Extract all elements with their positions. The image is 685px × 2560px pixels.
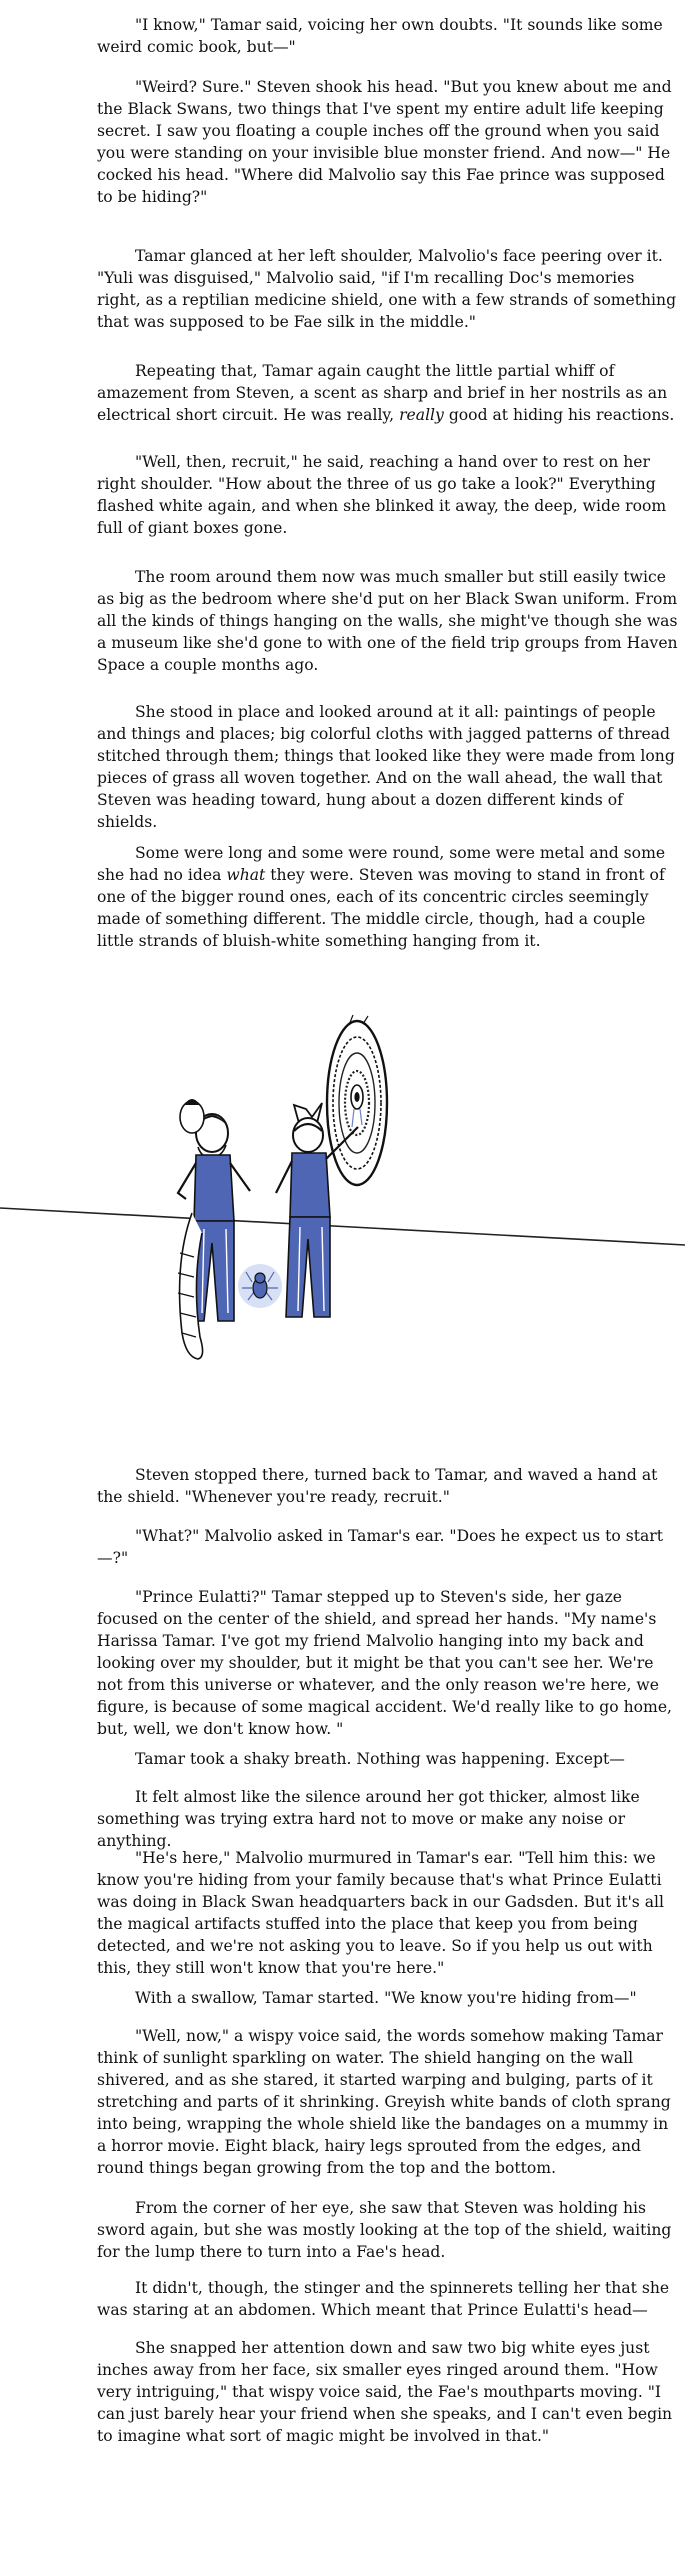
text-run: Some were long and some were round, some were metal and some she had no idea	[97, 844, 666, 884]
story-paragraph	[97, 842, 681, 952]
story-paragraph	[97, 1586, 681, 1740]
story-paragraph	[97, 701, 681, 833]
story-paragraph	[97, 360, 681, 426]
story-paragraph	[97, 2197, 681, 2263]
text-run: Tamar glanced at her left shoulder, Malvolio's face peering over it. "Yuli was disguised," Malvolio said, "if I'm recalling Doc's memories right, as a reptilian medicine shield, one with a few strands of something that was supposed to be Fae silk in the middle."	[97, 247, 677, 331]
text-run: She stood in place and looked around at it all: paintings of people and things and places; big colorful cloths with jagged patterns of thread stitched through them; things that looked like they were made from long pieces of grass all woven together. And on the wall ahead, the wall that Steven was heading toward, hung about a dozen different kinds of shields.	[97, 703, 675, 831]
story-paragraph	[97, 1525, 681, 1569]
text-run: "I know," Tamar said, voicing her own doubts. "It sounds like some weird comic book, but—"	[97, 16, 663, 56]
text-run: Steven stopped there, turned back to Tamar, and waved a hand at the shield. "Whenever you're ready, recruit."	[97, 1466, 658, 1506]
steven-torso	[290, 1153, 330, 1217]
text-run: It felt almost like the silence around her got thicker, almost like something was trying extra hard not to move or make any noise or anything.	[97, 1788, 640, 1850]
ground-line	[0, 1208, 685, 1245]
story-paragraph	[97, 76, 681, 208]
steven-figure	[276, 1103, 358, 1317]
story-paragraph	[97, 2025, 681, 2179]
text-run: "Weird? Sure." Steven shook his head. "But you knew about me and the Black Swans, two things that I've spent my entire adult life keeping secret. I saw you floating a couple inches off the ground when you said you were standing on your invisible blue monster friend. And now—" He cocked his head. "Where did Malvolio say this Fae prince was supposed to be hiding?"	[97, 78, 672, 206]
story-paragraph	[97, 1748, 681, 1770]
round-shield	[327, 1015, 387, 1185]
text-run: "He's here," Malvolio murmured in Tamar's ear. "Tell him this: we know you're hiding from your family because that's what Prince Eulatti was doing in Black Swan headquarters back in our Gadsden. But it's all the magical artifacts stuffed into the place that keep you from being detected, and we're not asking you to leave. So if you help us out with this, they still won't know that you're here."	[97, 1849, 665, 1977]
emphasis-text: what	[226, 866, 266, 884]
small-creature	[238, 1264, 282, 1308]
text-run: "Well, then, recruit," he said, reaching a hand over to rest on her right shoulder. "How about the three of us go take a look?" Everything flashed white again, and when she blinked it away, the deep, wide room full of giant boxes gone.	[97, 453, 667, 537]
text-run: Tamar took a shaky breath. Nothing was happening. Except—	[135, 1750, 625, 1768]
story-paragraph	[97, 566, 681, 676]
text-run: they were. Steven was moving to stand in front of one of the bigger round ones, each of its concentric circles seemingly made of something different. The middle circle, though, had a couple little strands of bluish-white something hanging from it.	[97, 866, 665, 950]
story-paragraph	[97, 1464, 681, 1508]
tamar-torso	[194, 1155, 234, 1221]
text-run: From the corner of her eye, she saw that Steven was holding his sword again, but she was mostly looking at the top of the shield, waiting for the lump there to turn into a Fae's head.	[97, 2199, 672, 2261]
text-run: The room around them now was much smaller but still easily twice as big as the bedroom where she'd put on her Black Swan uniform. From all the kinds of things hanging on the walls, she might've though she was a museum like she'd gone to with one of the field trip groups from Haven Space a couple months ago.	[97, 568, 678, 674]
text-run: "What?" Malvolio asked in Tamar's ear. "Does he expect us to start—?"	[97, 1527, 663, 1567]
text-run: "Prince Eulatti?" Tamar stepped up to Steven's side, her gaze focused on the center of the shield, and spread her hands. "My name's Harissa Tamar. I've got my friend Malvolio hanging into my back and looking over my shoulder, but it might be that you can't see her. We're not from this universe or whatever, and the only reason we're here, we figure, is because of some magical accident. We'd really like to go home, but, well, we don't know how. "	[97, 1588, 673, 1738]
story-paragraph	[97, 2277, 681, 2321]
text-run: "Well, now," a wispy voice said, the words somehow making Tamar think of sunlight sparkling on water. The shield hanging on the wall shivered, and as she stared, it started warping and bulging, parts of it stretching and parts of it shrinking. Greyish white bands of cloth sprang into being, wrapping the whole shield like the bandages on a mummy in a horror movie. Eight black, hairy legs sprouted from the edges, and round things began growing from the top and the bottom.	[97, 2027, 671, 2177]
story-paragraph	[97, 2337, 681, 2447]
text-run: It didn't, though, the stinger and the spinnerets telling her that she was staring at an abdomen. Which meant that Prince Eulatti's head—	[97, 2279, 670, 2319]
story-paragraph	[97, 1847, 681, 1979]
story-paragraph	[97, 1786, 681, 1852]
text-run: With a swallow, Tamar started. "We know you're hiding from—"	[135, 1989, 637, 2007]
tamar-figure	[178, 1099, 250, 1359]
story-paragraph	[97, 451, 681, 539]
text-run: good at hiding his reactions.	[443, 406, 675, 424]
story-paragraph	[97, 245, 681, 333]
story-paragraph	[97, 1987, 681, 2009]
text-run: Repeating that, Tamar again caught the little partial whiff of amazement from Steven, a scent as sharp and brief in her nostrils as an electrical short circuit. He was really,	[97, 362, 668, 424]
emphasis-text: really	[399, 406, 444, 424]
text-run: She snapped her attention down and saw two big white eyes just inches away from her face, six smaller eyes ringed around them. "How very intriguing," that wispy voice said, the Fae's mouthparts moving. "I can just barely hear your friend when she speaks, and I can't even begin to imagine what sort of magic might be involved in that."	[97, 2339, 673, 2445]
story-illustration	[0, 1003, 685, 1440]
story-paragraph	[97, 14, 681, 58]
